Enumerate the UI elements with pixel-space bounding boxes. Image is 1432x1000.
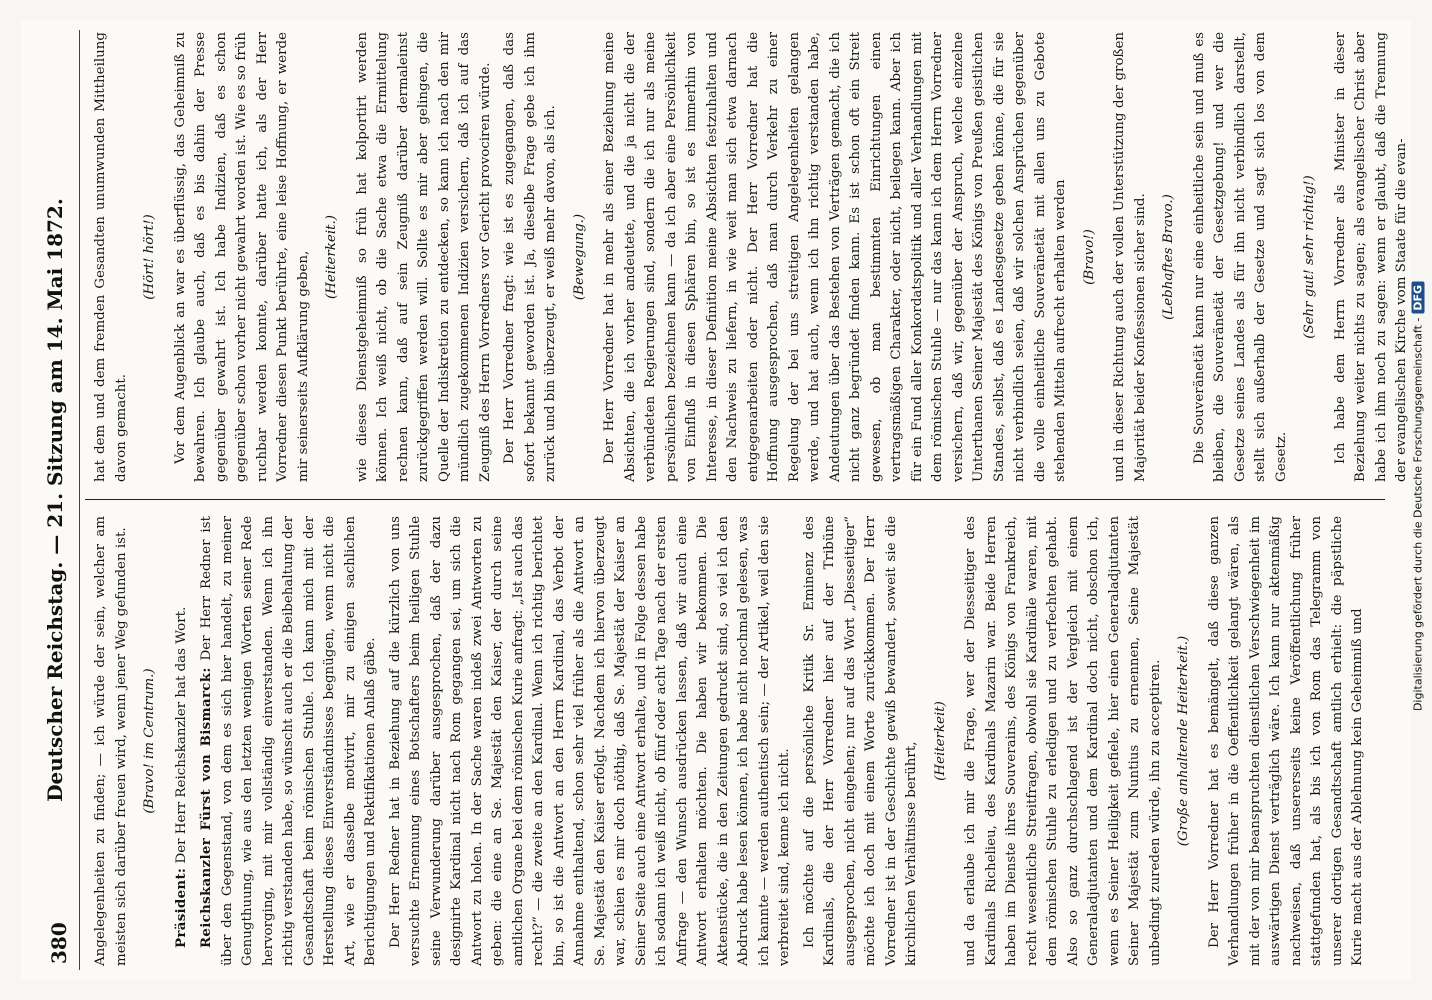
paragraph: Der Herr Redner hat in Beziehung auf die kürzlich von uns versuchte Ernennung eines Botschafters beim heiligen Stuhle seine Verwunderung darüber ausgesprochen, daß der dazu designirte Kardinal nicht nach Rom gegangen sei, um sich die Antwort zu holen. In der Sache waren indeß zwei Antworten zu geben: die eine an Se. Majestät den Kaiser, der durch seine amtlichen Organe bei dem römischen Kurie anfragt: „Ist auch das recht?“ — die zweite an den Kardinal. Wenn ich richtig berichtet bin, so ist die Antwort an den Herrn Kardinal, das Verbot der Annahme enthaltend, schon sehr viel früher als die Antwort an Se. Majestät den Kaiser erfolgt. Nachdem ich hiervon überzeugt war, schien es mir doch nöthig, daß Se. Majestät der Kaiser an Seiner Seite auch eine Antwort erhalte, und in Folge dessen habe ich sodann ich weiß nicht, ob fünf oder acht Tage nach der ersten Anfrage — den Wunsch ausdrücken lassen, daß wir auch eine Antwort erhalten möchten. Die haben wir bekommen. Die Aktenstücke, die in den Zeitungen gedruckt sind, so viel ich den Abdruck habe lesen können, ich habe nicht nochmal gelesen, was ich kannte — werden authentisch sein; — der Artikel, weil den sie verbreitet sind, kenne ich nicht. — [387, 516, 792, 966]
speech-text: Der Herr Reichskanzler hat das Wort. — [173, 606, 189, 864]
paragraph: hat dem und dem fremden Gesandten unumwunden Mittheilung davon gemacht. — [93, 32, 129, 482]
paragraph: Der Herr Vorredner fragt: wie ist es zugegangen, daß das sofort bekannt geworden ist. Ja, dieselbe Frage gebe ich ihm zurück und bin überzeugt, er weiß mehr davon, als ich. — [502, 32, 558, 482]
dfg-logo: DFG — [1412, 282, 1425, 314]
credit-line — [1412, 27, 1425, 967]
reaction: (Heiterkeit) — [932, 701, 948, 781]
paragraph: Der Herr Vorredner hat in mehr als einer Beziehung meine Absichten, die ich vorher andeutete, und die ja nicht die der verbündeten Regierungen sind, sondern die ich nur als meine persönlichen bezeichnen kann — da ich aber eine Persönlichkeit von Einfluß in diesen Sphären bin, so ist es immerhin von Interesse, in dieser Definition meine Absichten festzuhalten und den Nachweis zu liefern, in wie weit man sich etwa darnach entgegenarbeiten oder nicht. Der Herr Vorredner hat die Hoffnung ausgesprochen, daß man durch Verkehr zu einer Regelung der bei uns streitigen Angelegenheiten gelangen werde, und hat auch, wenn ich ihn richtig verstanden habe, Andeutungen über das Bestehen von Verträgen gemacht, die ich nicht ganz begründet finden kann. Es ist schon oft ein Streit gewesen, ob man bestimmten Einrichtungen einen vertragsmäßigen Charakter, oder nicht, beilegen kann. Aber ich für ein Fund aller Konkordatspolitik und aller Verhandlungen mit dem römischen Stuhle — nur das kann ich dem Herrn Vorredner versichern, daß wir, gegenüber der Anspruch, welche einzelne Unterthanen Seiner Majestät des Königs von Preußen geistlichen Standes, selbst, daß es Landesgesetze geben könne, die für sie nicht verbindlich seien, daß wir solchen Ansprüchen gegenüber die volle einheitliche Souveränetät mit allen uns zu Gebote stehenden Mitteln aufrecht erhalten werden — [602, 32, 1068, 482]
reaction: (Hört! hört!) — [142, 214, 157, 300]
digitization-credit — [1408, 30, 1428, 970]
speaker-paragraph — [171, 516, 193, 966]
document-page — [21, 20, 1411, 980]
paragraph: und in dieser Richtung auch der vollen Unterstützung der großen Majorität beider Konfessionen sicher sind. — [1112, 32, 1148, 482]
reaction: (Heiterkeit.) — [324, 215, 339, 299]
reaction: (Bravo! im Centrum.) — [142, 668, 157, 814]
speech-text: Der Herr Redner ist über den Gegenstand, von dem es sich hier handelt, zu meiner Genugthuung, wie aus den letzten wenigen Worten seiner Rede hervorging, mit mir vollständig einverstanden. Wenn ich ihn richtig verstanden habe, so wünscht auch er die Beibehaltung der Gesandtschaft beim römischen Stuhle. Ich kann mich mit der Herstellung dieses Einverständnisses begnügen, wenn nicht die Art, wie er dasselbe motivirt, mir zu einigen sachlichen Berichtigungen und Rektifikationen Anlaß gäbe. — [199, 516, 378, 966]
paragraph: wie dieses Dienstgeheimniß so früh hat kolportirt werden können. Ich weiß nicht, ob die Sache etwa die Ermittelung rechnen kann, daß auf sein Zeugniß darüber dermaleinst zurückgegriffen werden will. Sollte es mir aber gelingen, die Quelle der Indiskretion zu entdecken, so kann ich nach den mir mündlich zugekommenen Indizien versichern, daß ich auf das Zeugniß des Herrn Vorredners vor Gericht provociren würde. — [354, 32, 493, 482]
reaction: (Bravo!) — [1081, 229, 1097, 285]
paragraph: Die Souveränetät kann nur eine einheitliche sein und muß es bleiben, die Souveränetät der Gesetzgebung! und wer die Gesetze seines Landes als für ihn nicht verbindlich darstellt, stellt sich außerhalb der Gesetze und sagt sich los von dem Gesetz. — [1191, 32, 1289, 482]
right-column — [91, 32, 1409, 482]
speaker-name: Reichskanzler Fürst von Bismarck: — [198, 667, 214, 948]
reaction: (Sehr gut! sehr richtig!) — [1302, 175, 1317, 339]
page-header — [33, 20, 79, 980]
paragraph: Ich möchte auf die persönliche Kritik Sr. Eminenz des Kardinals, die der Herr Vorredner hier auf der Tribüne ausgesprochen, nicht eingehen; nur auf das Wort „Diesseitiger“ möchte ich doch mit einem Worte zurückkommen. Der Herr Vorredner ist in der Geschichte gewiß bewandert, soweit sie die kirchlichen Verhältnisse berührt, — [801, 516, 919, 966]
paragraph: Der Herr Vorredner hat es bemängelt, daß diese ganzen Verhandlungen früher in die Oeffentlichkeit gelangt wären, als mit der von mir beanspruchten dienstlichen Verschwiegenheit im auswärtigen Dienst verträglich wäre. Ich kann nur aktenmäßig nachweisen, daß unsererseits keine Veröffentlichung früher stattgefunden hat, als bis ich von Rom das Telegramm von unserer dortigen Gesandtschaft amtlich erhielt: die päpstliche Kurie macht aus der Ablehnung kein Geheimniß und — [1206, 516, 1365, 966]
running-title: Deutscher Reichstag. — 21. Sitzung am 14. Mai 1872. — [43, 198, 67, 802]
column-divider — [85, 499, 1385, 500]
paragraph: Vor dem Augenblick an war es überflüssig, das Geheimniß zu bewahren. Ich glaube auch, daß es bis dahin der Presse gegenüber gewahrt ist. Ich habe Indizien, daß es schon gegenüber schon vorher nicht gewahrt worden ist. Wie es so früh ruchbar werden konnte, darüber hatte ich, als der Herr Vorredner diesen Punkt berührte, eine leise Hoffnung, er werde mir seinerseits Aufklärung geben, — [172, 32, 311, 482]
paragraph: Ich habe dem Herrn Vorredner als Minister in dieser Beziehung weiter nichts zu sagen; als evangelischer Christ aber habe ich ihm noch zu sagen: wenn er glaubt, daß die Trennung der evangelischen Kirche vom Staate für die evan- — [1332, 32, 1409, 482]
paragraph: Angelegenheiten zu finden; — ich würde der sein, welcher am meisten sich darüber freuen wird, wenn jener Weg gefunden ist. — [93, 516, 129, 966]
header-rule — [79, 30, 80, 970]
speaker-paragraph — [196, 516, 382, 966]
page-number: 380 — [47, 922, 71, 964]
credit-text: Digitalisierung gefördert durch die Deutsche Forschungsgemeinschaft - — [1411, 317, 1425, 712]
reaction: (Bewegung.) — [571, 213, 587, 301]
speaker-name: Präsident: — [172, 867, 189, 948]
left-column — [91, 516, 1401, 966]
reaction: (Große anhaltende Heiterkeit.) — [1176, 635, 1191, 847]
reaction: (Lebhaftes Bravo.) — [1161, 194, 1176, 320]
paragraph: und da erlaube ich mir die Frage, wer der Diesseitiger des Kardinals Richelieu, des Kardinals Mazarin war. Beide Herren haben im Dienste ihres Souverains, des Königs von Frankreich, recht wesentliche Streitfragen, obwohl sie Kardinäle waren, mit dem römischen Stuhle zu erledigen und zu verfechten gehabt. Also so ganz durchschlagend ist der Vergleich mit einem Generaladjutanten und dem Kardinal doch nicht, obschon ich, wenn es Seiner Heiligkeit gefiele, hier einen Generaladjutanten Seiner Majestät zum Nuntius zu ernennen, Seine Majestät unbedingt zureden würde, ihn zu acceptiren. — [963, 516, 1163, 966]
